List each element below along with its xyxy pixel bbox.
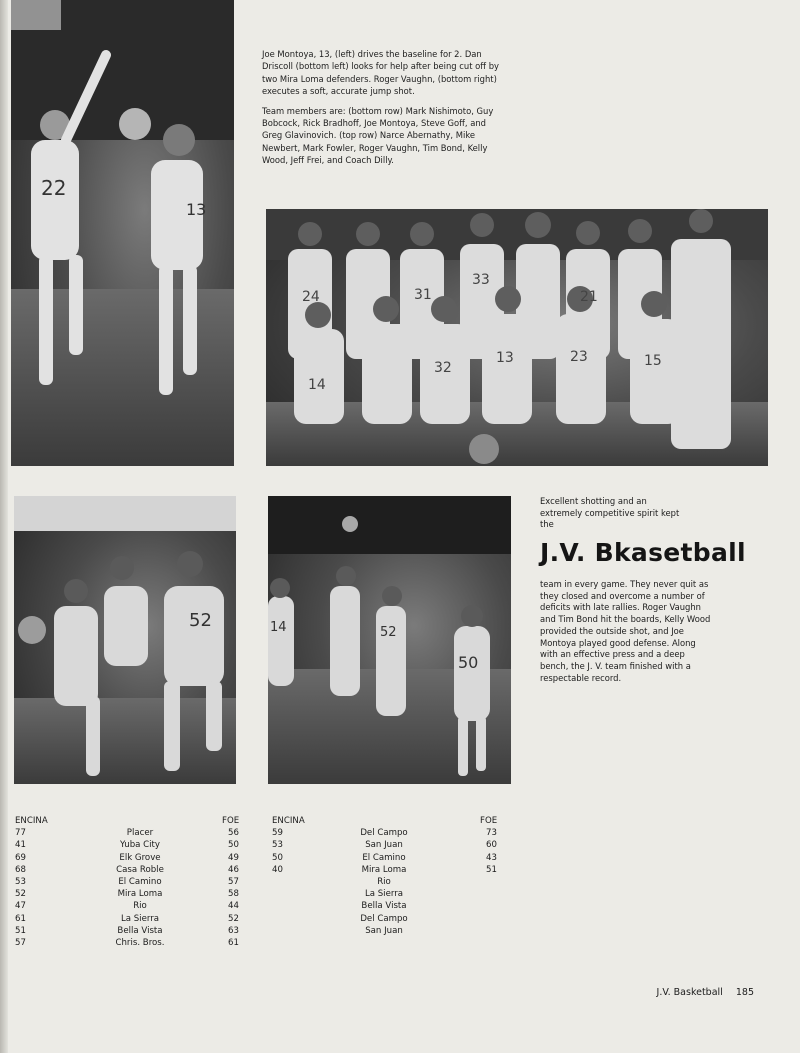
opponent-name: Yuba City — [119, 840, 160, 851]
opponent-name: La Sierra — [120, 913, 160, 924]
foe-score: 56 — [228, 828, 239, 839]
foe-score: 49 — [228, 852, 239, 863]
photo-team — [266, 209, 768, 466]
encina-score: 40 — [272, 864, 283, 875]
encina-score: 41 — [15, 840, 26, 851]
photo-mira-loma-press — [14, 496, 236, 784]
section-title: J.V. Basketball — [656, 987, 723, 998]
jersey-number: 13 — [496, 350, 514, 366]
opponent-name: San Juan — [365, 840, 403, 851]
foe-score: 61 — [228, 938, 239, 948]
foe-score: 46 — [228, 864, 239, 875]
photo-captions — [262, 48, 502, 174]
encina-score: 47 — [15, 901, 26, 912]
schedule-table-left — [15, 815, 245, 955]
team-illustration — [266, 209, 768, 466]
foe-header: FOE — [222, 816, 240, 826]
action-caption: Joe Montoya, 13, (left) drives the baseline for 2. Dan Driscoll (bottom left) looks for help after being cut off by two Mira Loma defenders. Roger Vaughn, (bottom right) executes a soft, accurate jump shot. — [262, 49, 499, 97]
foe-score: 51 — [486, 864, 497, 875]
encina-score: 51 — [15, 925, 26, 936]
jersey-number: 21 — [580, 289, 598, 305]
players-illustration — [14, 496, 236, 784]
jersey-number: 15 — [644, 353, 662, 369]
encina-score: 50 — [272, 852, 283, 863]
opponent-name: Rio — [133, 901, 147, 912]
players-illustration — [268, 496, 511, 784]
jersey-number: 50 — [458, 653, 479, 672]
jersey-number: 14 — [308, 377, 326, 393]
foe-header: FOE — [480, 816, 498, 826]
opponent-name: Mira Loma — [117, 889, 163, 900]
page-number: 185 — [735, 987, 754, 998]
foe-score: 52 — [228, 913, 239, 924]
jersey-number: 32 — [434, 360, 452, 376]
opponent-name: Elk Grove — [119, 852, 161, 863]
foe-score: 57 — [228, 877, 239, 887]
encina-score: 68 — [15, 864, 26, 875]
opponent-name: Bella Vista — [361, 901, 407, 912]
encina-score: 77 — [15, 828, 26, 839]
opponent-name: Bella Vista — [117, 925, 163, 936]
jersey-number: 14 — [270, 620, 287, 635]
jersey-number: 24 — [302, 289, 320, 305]
foe-score: 60 — [486, 840, 497, 851]
opponent-name: San Juan — [365, 925, 403, 936]
foe-score: 58 — [228, 889, 239, 900]
encina-header: ENCINA — [15, 816, 48, 826]
schedule-table-right — [272, 815, 502, 945]
encina-score: 53 — [15, 877, 26, 887]
foe-score: 44 — [228, 901, 239, 912]
story-body: team in every game. They never quit as they closed and overcome a number of deficits with late rallies. Roger Vaughn and Tim Bond hit the boards, Kelly Wood provided the outside shot, and Joe Montoya played good defense. Along with an effective press and a deep bench, the J. V. team finished with a respectable record. — [540, 579, 711, 683]
photo-jump-shot — [268, 496, 511, 784]
encina-score: 69 — [15, 852, 26, 863]
opponent-name: Rio — [377, 877, 391, 887]
jersey-number: 33 — [472, 272, 490, 288]
encina-score: 59 — [272, 828, 283, 839]
foe-score: 63 — [228, 925, 239, 936]
photo-baseline-drive — [11, 0, 234, 466]
opponent-name: Chris. Bros. — [115, 938, 165, 948]
opponent-name: La Sierra — [364, 889, 404, 900]
opponent-name: Casa Roble — [116, 864, 164, 875]
opponent-name: Del Campo — [360, 828, 408, 839]
opponent-name: El Camino — [362, 852, 406, 863]
jersey-number: 52 — [380, 625, 397, 640]
story-lead: Excellent shotting and an extremely competitive spirit kept the — [540, 496, 680, 530]
encina-score: 57 — [15, 938, 26, 948]
opponent-name: Mira Loma — [361, 864, 407, 875]
opponent-name: El Camino — [118, 877, 162, 887]
jersey-number: 23 — [570, 349, 588, 365]
encina-score: 61 — [15, 913, 26, 924]
story-heading: J.V. Bkasetball — [540, 538, 746, 567]
page-footer — [647, 987, 754, 998]
foe-score: 50 — [228, 840, 239, 851]
team-roster-caption: Team members are: (bottom row) Mark Nishimoto, Guy Bobcock, Rick Bradhoff, Joe Montoya, Steve Goff, and Greg Glavinovich. (top row) Narce Abernathy, Mike Newbert, Mark Fowler, Roger Vaughn, Tim Bond, Kelly Wood, Jeff Frei, and Coach Dilly. — [262, 105, 494, 166]
encina-score: 53 — [272, 840, 283, 851]
foe-score: 73 — [486, 828, 497, 839]
encina-score: 52 — [15, 889, 26, 900]
foe-score: 43 — [486, 852, 497, 863]
jersey-number: 52 — [189, 610, 212, 631]
opponent-name: Del Campo — [360, 913, 408, 924]
encina-header: ENCINA — [272, 816, 305, 826]
jersey-number: 22 — [41, 176, 67, 200]
players-illustration — [11, 0, 234, 466]
opponent-name: Placer — [126, 828, 154, 839]
page-binding-edge — [0, 0, 8, 1053]
jersey-number: 13 — [186, 200, 207, 219]
jersey-number: 31 — [414, 287, 432, 303]
